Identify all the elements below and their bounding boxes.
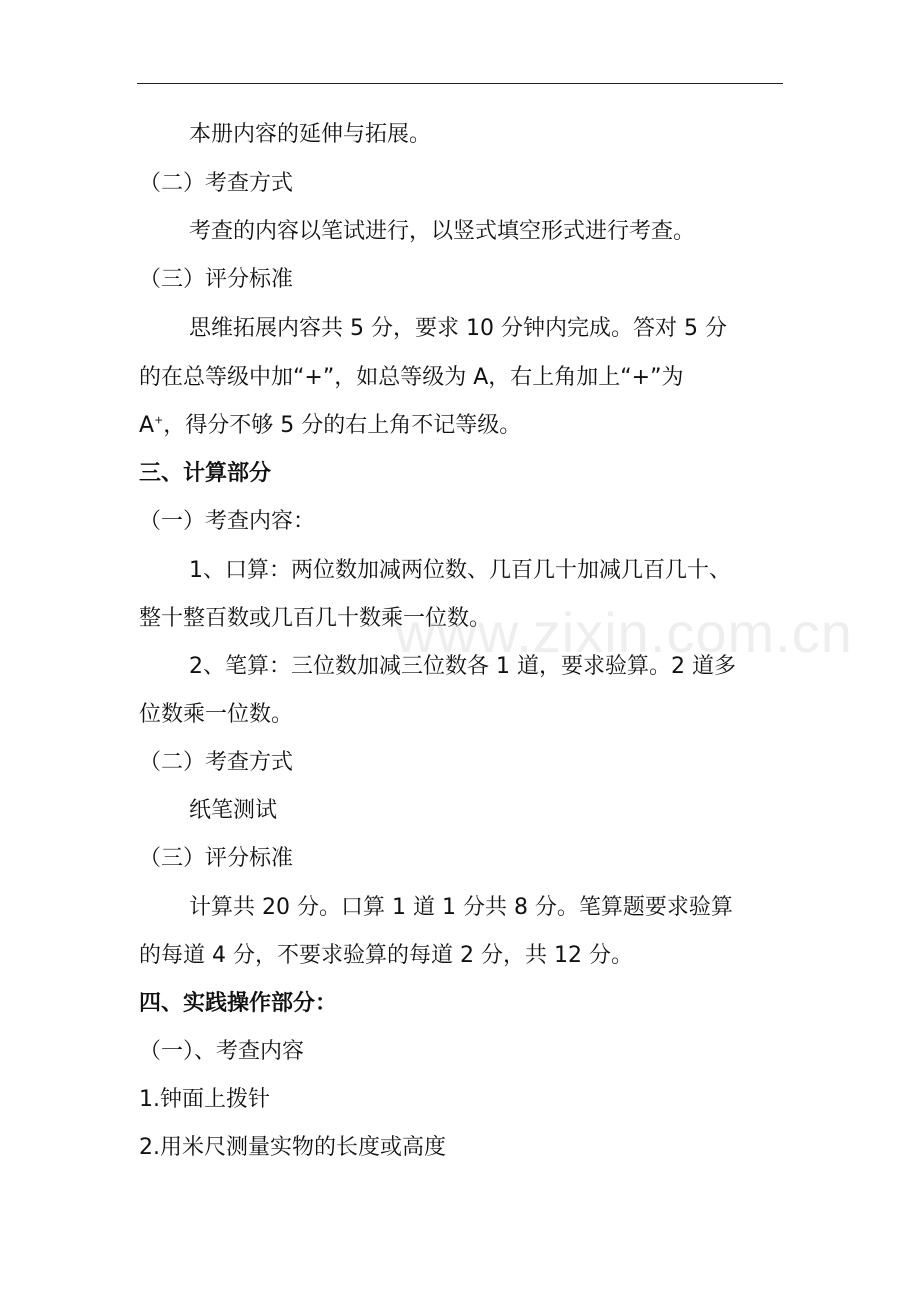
paragraph-line: 整十整百数或几百几十数乘一位数。 — [139, 606, 492, 631]
list-item: 2.用米尺测量实物的长度或高度 — [139, 1135, 446, 1160]
paragraph-line: 考查的内容以笔试进行，以竖式填空形式进行考查。 — [189, 219, 696, 244]
subheading: （一）、考查内容 — [139, 1039, 305, 1064]
subheading: （二）考查方式 — [139, 750, 294, 775]
grade-letter: A — [139, 413, 155, 438]
subheading: （三）评分标准 — [139, 846, 294, 871]
paragraph-line: 位数乘一位数。 — [139, 702, 294, 727]
section-heading: 四、实践操作部分： — [139, 991, 338, 1016]
subheading: （一）考查内容： — [139, 509, 316, 534]
subheading: （二）考查方式 — [139, 171, 294, 196]
list-item: 1.钟面上拨针 — [139, 1087, 270, 1112]
paragraph-line: 1、口算：两位数加减两位数、几百几十加减几百几十、 — [189, 558, 731, 583]
paragraph-text: ，得分不够 5 分的右上角不记等级。 — [163, 413, 522, 438]
watermark: www.zixin.com.cn — [395, 601, 853, 664]
paragraph-line: 的每道 4 分，不要求验算的每道 2 分，共 12 分。 — [139, 943, 633, 968]
paragraph-line: 思维拓展内容共 5 分，要求 10 分钟内完成。答对 5 分 — [189, 316, 727, 341]
paragraph-line: 计算共 20 分。口算 1 道 1 分共 8 分。笔算题要求验算 — [189, 895, 733, 920]
paragraph-line — [139, 411, 784, 441]
paragraph-line: 纸笔测试 — [189, 798, 278, 823]
paragraph-line: 的在总等级中加“+”，如总等级为 A，右上角加上“+”为 — [139, 365, 684, 390]
paragraph-line: 2、笔算：三位数加减三位数各 1 道，要求验算。2 道多 — [189, 654, 736, 679]
header-rule — [137, 83, 783, 84]
subheading: （三）评分标准 — [139, 267, 294, 292]
grade-superscript: + — [154, 413, 164, 427]
section-heading: 三、计算部分 — [139, 461, 272, 486]
paragraph-line: 本册内容的延伸与拓展。 — [189, 122, 432, 147]
